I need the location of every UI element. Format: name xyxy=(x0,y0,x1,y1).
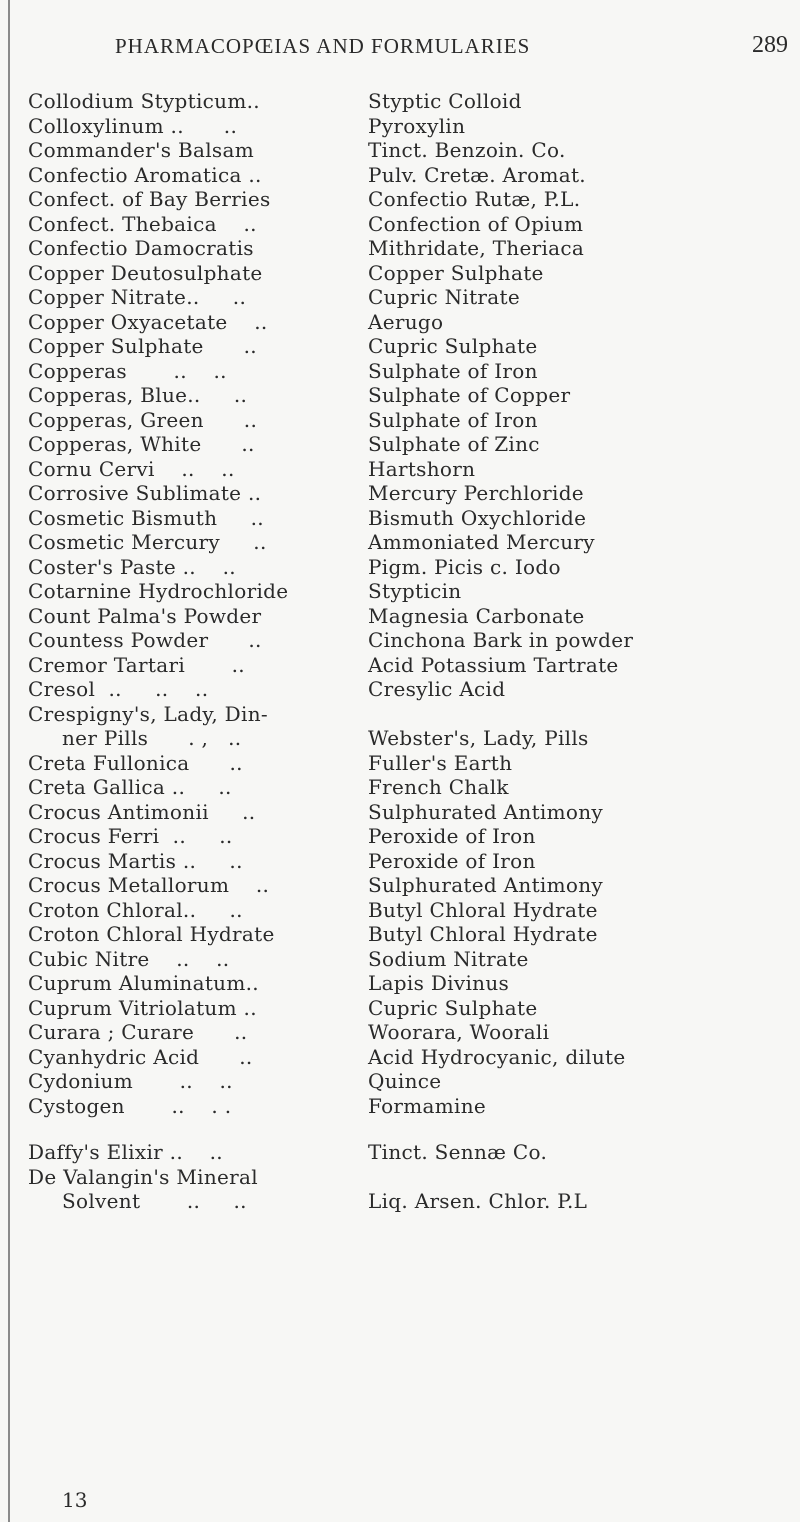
list-item xyxy=(28,922,800,947)
entry-equivalent: Cinchona Bark in powder xyxy=(368,628,634,652)
entry-equivalent: Styptic Colloid xyxy=(368,89,522,113)
entry-equivalent: Sulphate of Zinc xyxy=(368,432,540,456)
entry-term: Copperas, White .. xyxy=(28,432,255,456)
entry-equivalent: Bismuth Oxychloride xyxy=(368,505,587,530)
list-item xyxy=(28,751,800,776)
list-item xyxy=(28,579,800,604)
entry-equivalent: Acid Potassium Tartrate xyxy=(368,652,619,677)
list-item xyxy=(28,1094,800,1119)
entry-term: Cyanhydric Acid .. xyxy=(28,1044,253,1069)
entry-term: Copperas, Blue.. .. xyxy=(28,383,248,407)
entry-equivalent: Quince xyxy=(368,1069,442,1093)
list-item xyxy=(28,506,800,531)
running-header xyxy=(0,34,800,66)
list-item xyxy=(28,873,800,898)
list-item xyxy=(28,261,800,286)
list-item xyxy=(28,481,800,506)
entry-equivalent xyxy=(368,702,800,727)
entry-term: Cosmetic Mercury .. xyxy=(28,530,267,554)
entry-term: Colloxylinum .. .. xyxy=(28,113,238,138)
entry-term: Confectio Aromatica .. xyxy=(28,162,262,187)
entry-equivalent: Aerugo xyxy=(368,309,444,334)
entry-term: Cuprum Aluminatum.. xyxy=(28,971,259,995)
list-item xyxy=(28,677,800,702)
entry-term: Solvent .. .. xyxy=(62,1189,247,1213)
entry-equivalent xyxy=(368,1165,800,1190)
list-item xyxy=(28,628,800,653)
list-item xyxy=(28,383,800,408)
entry-equivalent: Stypticin xyxy=(368,579,462,603)
entry-term: Croton Chloral Hydrate xyxy=(28,922,275,946)
entry-term: Copperas, Green .. xyxy=(28,407,258,432)
list-item xyxy=(28,726,800,751)
entry-term: Confect. of Bay Berries xyxy=(28,187,271,211)
entry-equivalent: French Chalk xyxy=(368,775,509,799)
entry-term: Cotarnine Hydrochloride xyxy=(28,579,289,603)
entry-equivalent: Cupric Sulphate xyxy=(368,334,538,358)
header-title: PHARMACOPŒIAS AND FORMULARIES xyxy=(115,34,531,58)
list-item xyxy=(28,457,800,482)
entry-equivalent: Liq. Arsen. Chlor. P.L xyxy=(368,1189,588,1213)
entry-equivalent: Confection of Opium xyxy=(368,211,584,236)
list-item xyxy=(28,408,800,433)
entry-term: Cydonium .. .. xyxy=(28,1069,233,1093)
entry-equivalent: Hartshorn xyxy=(368,456,476,481)
entry-term: Daffy's Elixir .. .. xyxy=(28,1140,223,1164)
list-item xyxy=(28,1045,800,1070)
entry-term: Crespigny's, Lady, Din- xyxy=(28,701,268,726)
entry-term: Cosmetic Bismuth .. xyxy=(28,505,264,530)
entry-term: Crocus Martis .. .. xyxy=(28,848,243,873)
entry-term: Copper Deutosulphate xyxy=(28,260,263,285)
entry-term: Copper Sulphate .. xyxy=(28,334,257,358)
list-item xyxy=(28,1165,800,1190)
entry-term: Creta Gallica .. .. xyxy=(28,775,232,799)
entry-equivalent: Tinct. Sennæ Co. xyxy=(368,1140,548,1164)
entry-term: Crocus Antimonii .. xyxy=(28,799,256,824)
list-item xyxy=(28,138,800,163)
entry-term: Commander's Balsam xyxy=(28,138,254,162)
entry-equivalent: Sodium Nitrate xyxy=(368,946,529,971)
entry-term: Confect. Thebaica .. xyxy=(28,211,257,236)
entry-equivalent: Pyroxylin xyxy=(368,113,466,138)
list-item xyxy=(28,898,800,923)
list-item xyxy=(28,555,800,580)
list-item xyxy=(28,800,800,825)
list-item xyxy=(28,236,800,261)
list-item xyxy=(28,1140,800,1165)
list-item xyxy=(28,285,800,310)
list-item xyxy=(28,1069,800,1094)
entry-term: Cresol .. .. .. xyxy=(28,677,209,701)
entry-equivalent: Cupric Sulphate xyxy=(368,995,538,1020)
list-item xyxy=(28,1189,800,1214)
entry-term: Cystogen .. . . xyxy=(28,1093,232,1118)
entry-equivalent: Mercury Perchloride xyxy=(368,481,584,505)
page-number: 289 xyxy=(752,32,788,58)
entry-term: Coster's Paste .. .. xyxy=(28,554,236,579)
entry-term: Crocus Ferri .. .. xyxy=(28,824,233,848)
entry-term: Copperas .. .. xyxy=(28,358,227,383)
list-item xyxy=(28,359,800,384)
entry-equivalent: Pulv. Cretæ. Aromat. xyxy=(368,162,586,187)
entry-term: Croton Chloral.. .. xyxy=(28,897,243,922)
entry-equivalent: Sulphurated Antimony xyxy=(368,799,604,824)
entry-term: Cornu Cervi .. .. xyxy=(28,456,235,481)
section-gap xyxy=(28,1118,800,1140)
entry-equivalent: Lapis Divinus xyxy=(368,971,510,995)
list-item xyxy=(28,702,800,727)
list-item xyxy=(28,212,800,237)
list-item xyxy=(28,653,800,678)
entry-equivalent: Sulphate of Iron xyxy=(368,358,538,383)
entry-equivalent: Peroxide of Iron xyxy=(368,848,536,873)
entry-term: Collodium Stypticum.. xyxy=(28,89,260,113)
list-item xyxy=(28,187,800,212)
entry-equivalent: Ammoniated Mercury xyxy=(368,530,595,554)
entry-equivalent: Confectio Rutæ, P.L. xyxy=(368,187,581,211)
list-item xyxy=(28,849,800,874)
list-item xyxy=(28,114,800,139)
list-item xyxy=(28,775,800,800)
entry-equivalent: Woorara, Woorali xyxy=(368,1020,550,1044)
entry-equivalent: Sulphate of Copper xyxy=(368,383,571,407)
list-item xyxy=(28,89,800,114)
list-item xyxy=(28,310,800,335)
entry-term: Corrosive Sublimate .. xyxy=(28,481,262,505)
list-item xyxy=(28,947,800,972)
entry-term: Crocus Metallorum .. xyxy=(28,873,270,897)
entry-equivalent: Formamine xyxy=(368,1093,487,1118)
entry-equivalent: Acid Hydrocyanic, dilute xyxy=(368,1044,626,1069)
list-item xyxy=(28,971,800,996)
entry-equivalent: Pigm. Picis c. Iodo xyxy=(368,554,561,579)
page-edge xyxy=(8,0,10,1522)
entry-equivalent: Peroxide of Iron xyxy=(368,824,536,848)
list-item xyxy=(28,432,800,457)
entry-term: Creta Fullonica .. xyxy=(28,750,243,775)
entry-term: De Valangin's Mineral xyxy=(28,1164,258,1189)
entry-equivalent: Sulphate of Iron xyxy=(368,407,538,432)
list-item xyxy=(28,996,800,1021)
entry-equivalent: Fuller's Earth xyxy=(368,750,513,775)
entry-equivalent: Sulphurated Antimony xyxy=(368,873,604,897)
list-item xyxy=(28,334,800,359)
list-item xyxy=(28,604,800,629)
entry-equivalent: Butyl Chloral Hydrate xyxy=(368,897,598,922)
glossary-list xyxy=(28,89,800,1214)
list-item xyxy=(28,824,800,849)
entry-term: Countess Powder .. xyxy=(28,628,262,652)
entry-equivalent: Butyl Chloral Hydrate xyxy=(368,922,598,946)
entry-equivalent: Webster's, Lady, Pills xyxy=(368,726,589,750)
entry-equivalent: Cupric Nitrate xyxy=(368,285,520,309)
entry-equivalent: Mithridate, Theriaca xyxy=(368,236,585,260)
entry-equivalent: Copper Sulphate xyxy=(368,260,544,285)
entry-term: Confectio Damocratis xyxy=(28,236,254,260)
entry-term: ner Pills . , .. xyxy=(62,726,242,750)
entry-equivalent: Cresylic Acid xyxy=(368,677,506,701)
signature-mark: 13 xyxy=(62,1488,88,1512)
list-item xyxy=(28,530,800,555)
entry-term: Count Palma's Powder xyxy=(28,603,262,628)
entry-term: Copper Nitrate.. .. xyxy=(28,285,247,309)
entry-term: Curara ; Curare .. xyxy=(28,1020,248,1044)
list-item xyxy=(28,1020,800,1045)
list-item xyxy=(28,163,800,188)
entry-term: Cubic Nitre .. .. xyxy=(28,946,230,971)
entry-equivalent: Tinct. Benzoin. Co. xyxy=(368,138,566,162)
entry-term: Copper Oxyacetate .. xyxy=(28,309,268,334)
entry-term: Cuprum Vitriolatum .. xyxy=(28,995,257,1020)
entry-term: Cremor Tartari .. xyxy=(28,652,245,677)
entry-equivalent: Magnesia Carbonate xyxy=(368,603,585,628)
